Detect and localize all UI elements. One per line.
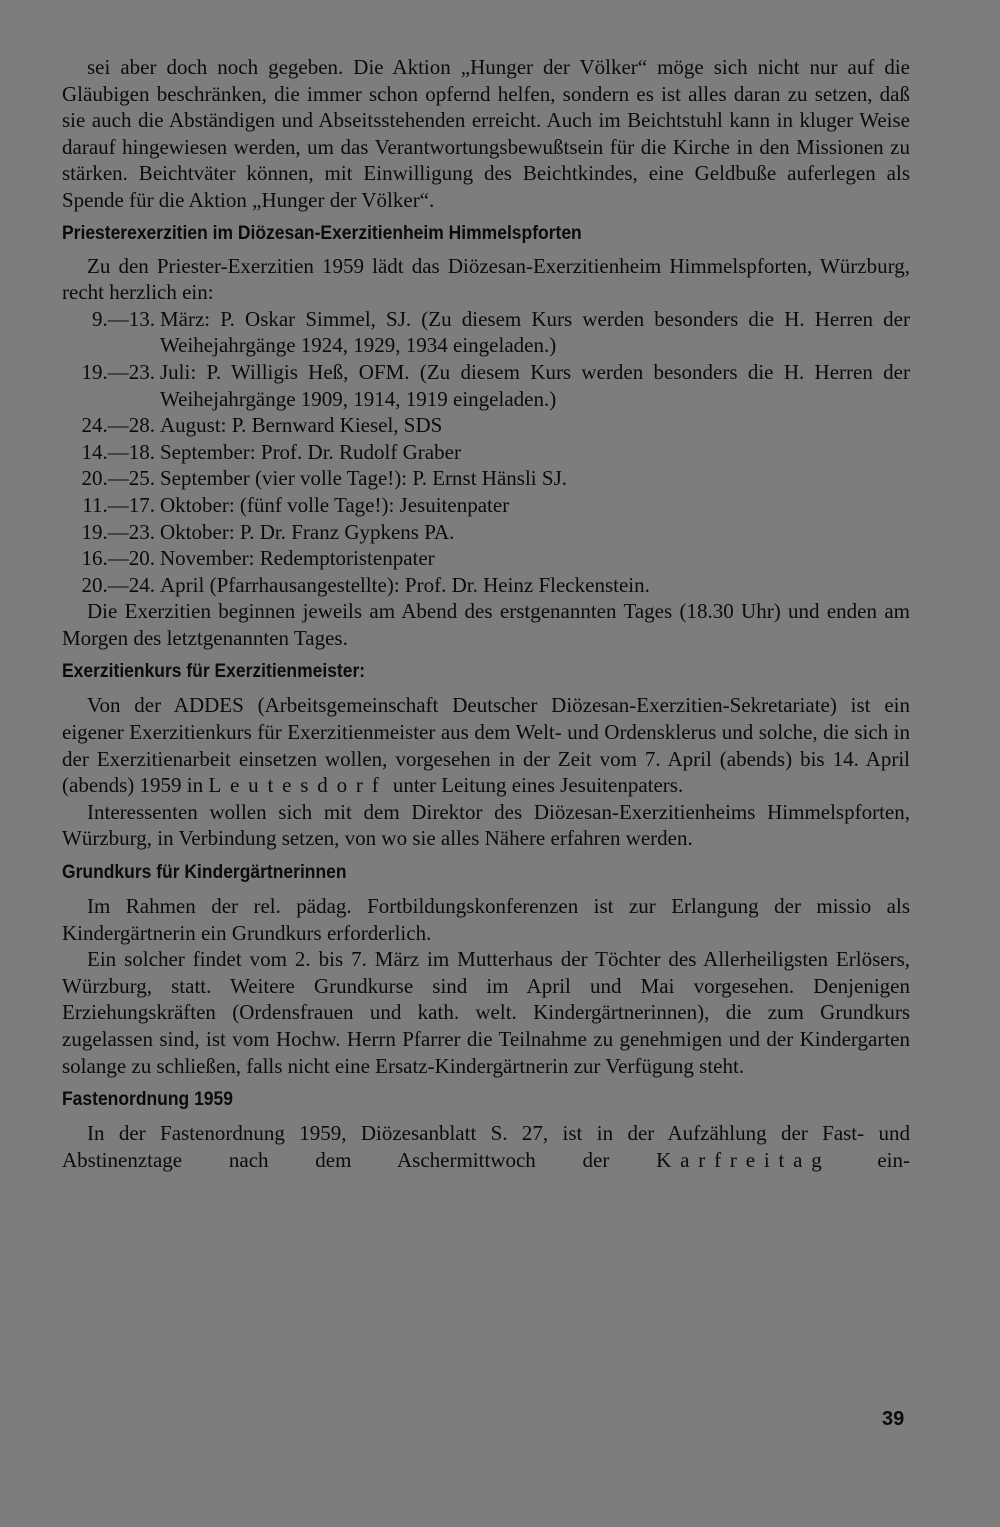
priesterexerzitien-intro: Zu den Priester-Exerzitien 1959 lädt das Diözesan-Exerzitienheim Himmelspforten, Würzburg, recht herzlich ein:: [62, 253, 910, 305]
fastenordnung-text-before: In der Fastenordnung 1959, Diözesanblatt S. 27, ist in der Aufzählung der Fast- und Abstinenztage nach dem Aschermittwoch der: [62, 1121, 910, 1172]
grundkurs-paragraph-1: Im Rahmen der rel. pädag. Fortbildungskonferenzen ist zur Erlangung der missio als Kindergärtnerin ein Grundkurs erforderlich.: [62, 894, 910, 945]
karfreitag-spaced: Karfreitag: [656, 1147, 831, 1172]
section-heading-fastenordnung: Fastenordnung 1959: [62, 1089, 233, 1111]
schedule-date: 20.—24.: [81, 572, 155, 597]
schedule-date: 19.—23.: [81, 519, 155, 544]
grundkurs-paragraph-2: Ein solcher findet vom 2. bis 7. März im Mutterhaus der Töchter des Allerheiligsten Erlösers, Würzburg, statt. Weitere Grundkurse sind im April und Mai vorgesehen. Denjenigen Erziehungskräften (Ordensfrauen und kath. welt. Kindergärtnerinnen), die zum Grundkurs zugelassen sind, ist vom Hochw. Herrn Pfarrer die Teilnahme zu genehmigen und der Kindergarten solange zu schließen, falls nicht eine Ersatz-Kindergärtnerin zur Verfügung steht.: [62, 947, 910, 1078]
section-heading-priesterexerzitien: Priesterexerzitien im Diözesan-Exerzitienheim Himmelspforten: [62, 222, 582, 244]
schedule-text: September (vier volle Tage!): P. Ernst Hänsli SJ.: [160, 466, 567, 491]
schedule-text: November: Redemptoristenpater: [160, 546, 435, 571]
schedule-text: April (Pfarrhausangestellte): Prof. Dr. Heinz Fleckenstein.: [160, 572, 650, 597]
exerzitien-schedule: [62, 306, 910, 599]
schedule-date: 20.—25.: [81, 466, 155, 491]
exerzitienkurs-paragraph-1: [62, 692, 910, 798]
place-name-leutesdorf: Leutesdorf: [208, 773, 388, 798]
page-body: [62, 54, 910, 1173]
fastenordnung-text-after: ein-: [830, 1147, 911, 1172]
schedule-date: 11.—17.: [82, 492, 155, 517]
schedule-row: [62, 519, 910, 546]
page-number: 39: [882, 1408, 905, 1430]
schedule-date: 9.—13.: [92, 306, 155, 331]
schedule-date: 19.—23.: [81, 359, 155, 384]
schedule-row: [62, 492, 910, 519]
exerzitienkurs-text-after: unter Leitung eines Jesuitenpaters.: [387, 773, 684, 798]
schedule-text: Juli: P. Willigis Heß, OFM. (Zu diesem Kurs werden besonders die H. Herren der Weihejahrgänge 1909, 1914, 1919 eingeladen.): [160, 359, 910, 411]
schedule-text: Oktober: (fünf volle Tage!): Jesuitenpater: [160, 492, 510, 517]
fastenordnung-paragraph: [62, 1120, 910, 1173]
schedule-row: [62, 359, 910, 412]
schedule-text: März: P. Oskar Simmel, SJ. (Zu diesem Kurs werden besonders die H. Herren der Weihejahrgänge 1924, 1929, 1934 eingeladen.): [160, 306, 910, 358]
schedule-row: [62, 439, 910, 466]
intro-paragraph: sei aber doch noch gegeben. Die Aktion „Hunger der Völker“ möge sich nicht nur auf die Gläubigen beschränken, die immer schon opfernd helfen, sondern es ist alles daran zu setzen, daß sie auch die Abständigen und Abseitsstehenden erreicht. Auch im Beichtstuhl kann in kluger Weise darauf hingewiesen werden, um das Verantwortungsbewußtsein für die Kirche in den Missionen zu stärken. Beichtväter können, mit Einwilligung des Beichtkindes, eine Geldbuße auferlegen als Spende für die Aktion „Hunger der Völker“.: [62, 55, 910, 212]
schedule-date: 14.—18.: [81, 439, 155, 464]
section-heading-grundkurs: Grundkurs für Kindergärtnerinnen: [62, 862, 347, 884]
schedule-text: August: P. Bernward Kiesel, SDS: [160, 413, 443, 438]
schedule-text: September: Prof. Dr. Rudolf Graber: [160, 439, 461, 464]
priesterexerzitien-closing: Die Exerzitien beginnen jeweils am Abend des erstgenannten Tages (18.30 Uhr) und enden am Morgen des letztgenannten Tages.: [62, 599, 910, 650]
schedule-date: 16.—20.: [81, 546, 155, 571]
section-heading-exerzitienkurs: Exerzitienkurs für Exerzitienmeister:: [62, 661, 366, 683]
schedule-row: [62, 306, 910, 359]
schedule-row: [62, 572, 910, 599]
schedule-row: [62, 465, 910, 492]
exerzitienkurs-text-before: Von der ADDES (Arbeitsgemeinschaft Deutscher Diözesan-Exerzitien-Sekretariate) ist ein eigener Exerzitienkurs für Exerzitienmeister aus dem Welt- und Ordensklerus und solche, die sich in der Exerzitienarbeit einsetzen wollen, vorgesehen in der Zeit vom 7. April (abends) bis 14. April (abends) 1959 in: [62, 693, 910, 798]
exerzitienkurs-paragraph-2: Interessenten wollen sich mit dem Direktor des Diözesan-Exerzitienheims Himmelspforten, Würzburg, in Verbindung setzen, von wo sie alles Nähere erfahren werden.: [62, 799, 910, 851]
schedule-row: [62, 545, 910, 572]
schedule-text: Oktober: P. Dr. Franz Gypkens PA.: [160, 519, 455, 544]
schedule-date: 24.—28.: [81, 413, 155, 438]
schedule-row: [62, 412, 910, 439]
